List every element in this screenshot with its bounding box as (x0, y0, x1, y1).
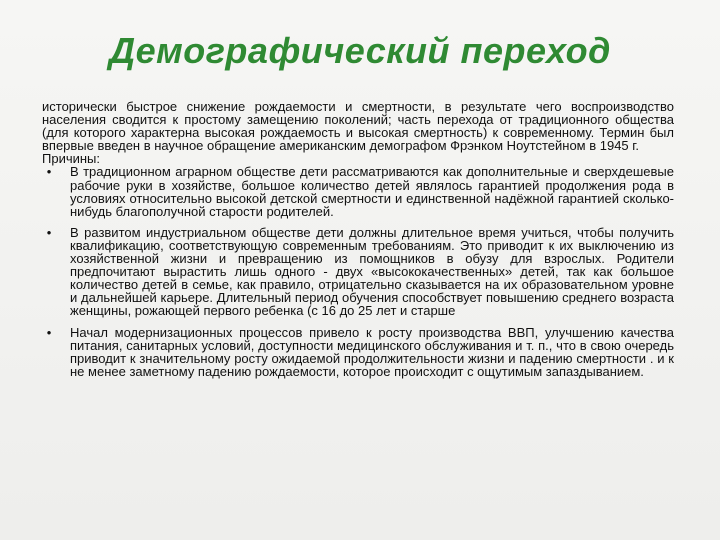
cause-item-1 (42, 165, 674, 217)
intro-paragraph: исторически быстрое снижение рождаемости и смертности, в результате чего воспроизводство населения сводится к простому замещению поколений; часть перехода от традиционного общества (для которого характерна высокая рождаемость и высокая смертность) к современному. Термин был впервые введен в научное обращение американским демографом Фрэнком Ноутстейном в 1945 г. (42, 99, 674, 154)
causes-list (42, 165, 674, 377)
bullet-icon: • (46, 164, 52, 180)
slide-body (42, 100, 674, 378)
cause-text-2: В развитом индустриальном обществе дети должны длительное время учиться, чтобы получить квалификацию, соответствующую современным требованиям. Это приводит к их выключению из хозяйственной жизни и превращению из помощников в обузу для взрослых. Родители предпочитают вырастить лишь одного - двух «высококачественных» детей, так как большое количество детей в семье, как правило, отрицательно сказывается на их образовательном уровне и дальнейшей карьере. Длительный период обучения способствует повышению среднего возраста женщины, рожающей первого ребенка (с 16 до 25 лет и старше (70, 224, 674, 319)
cause-text-3: Начал модернизационных процессов привело к росту производства ВВП, улучшению качества питания, санитарных условий, доступности медицинского обслуживания и т. п., что в свою очередь приводит к значительному росту ожидаемой продолжительности жизни и падению смертности . и к не менее заметному падению рождаемости, которое происходит с ощутимым запаздыванием. (70, 324, 674, 379)
bullet-icon: • (46, 324, 52, 340)
cause-item-3 (42, 326, 674, 378)
cause-text-1: В традиционном аграрном обществе дети рассматриваются как дополнительные и сверхдешевые рабочие руки в хозяйстве, большое количество детей являлось гарантией продолжения рода в условиях относительно высокой детской смертности и единственной надёжной гарантией сколько-нибудь благополучной старости родителей. (70, 164, 674, 219)
causes-heading: Причины: (42, 151, 101, 167)
slide-title: Демографический переход (109, 30, 611, 71)
cause-item-2 (42, 226, 674, 318)
bullet-icon: • (46, 224, 52, 240)
